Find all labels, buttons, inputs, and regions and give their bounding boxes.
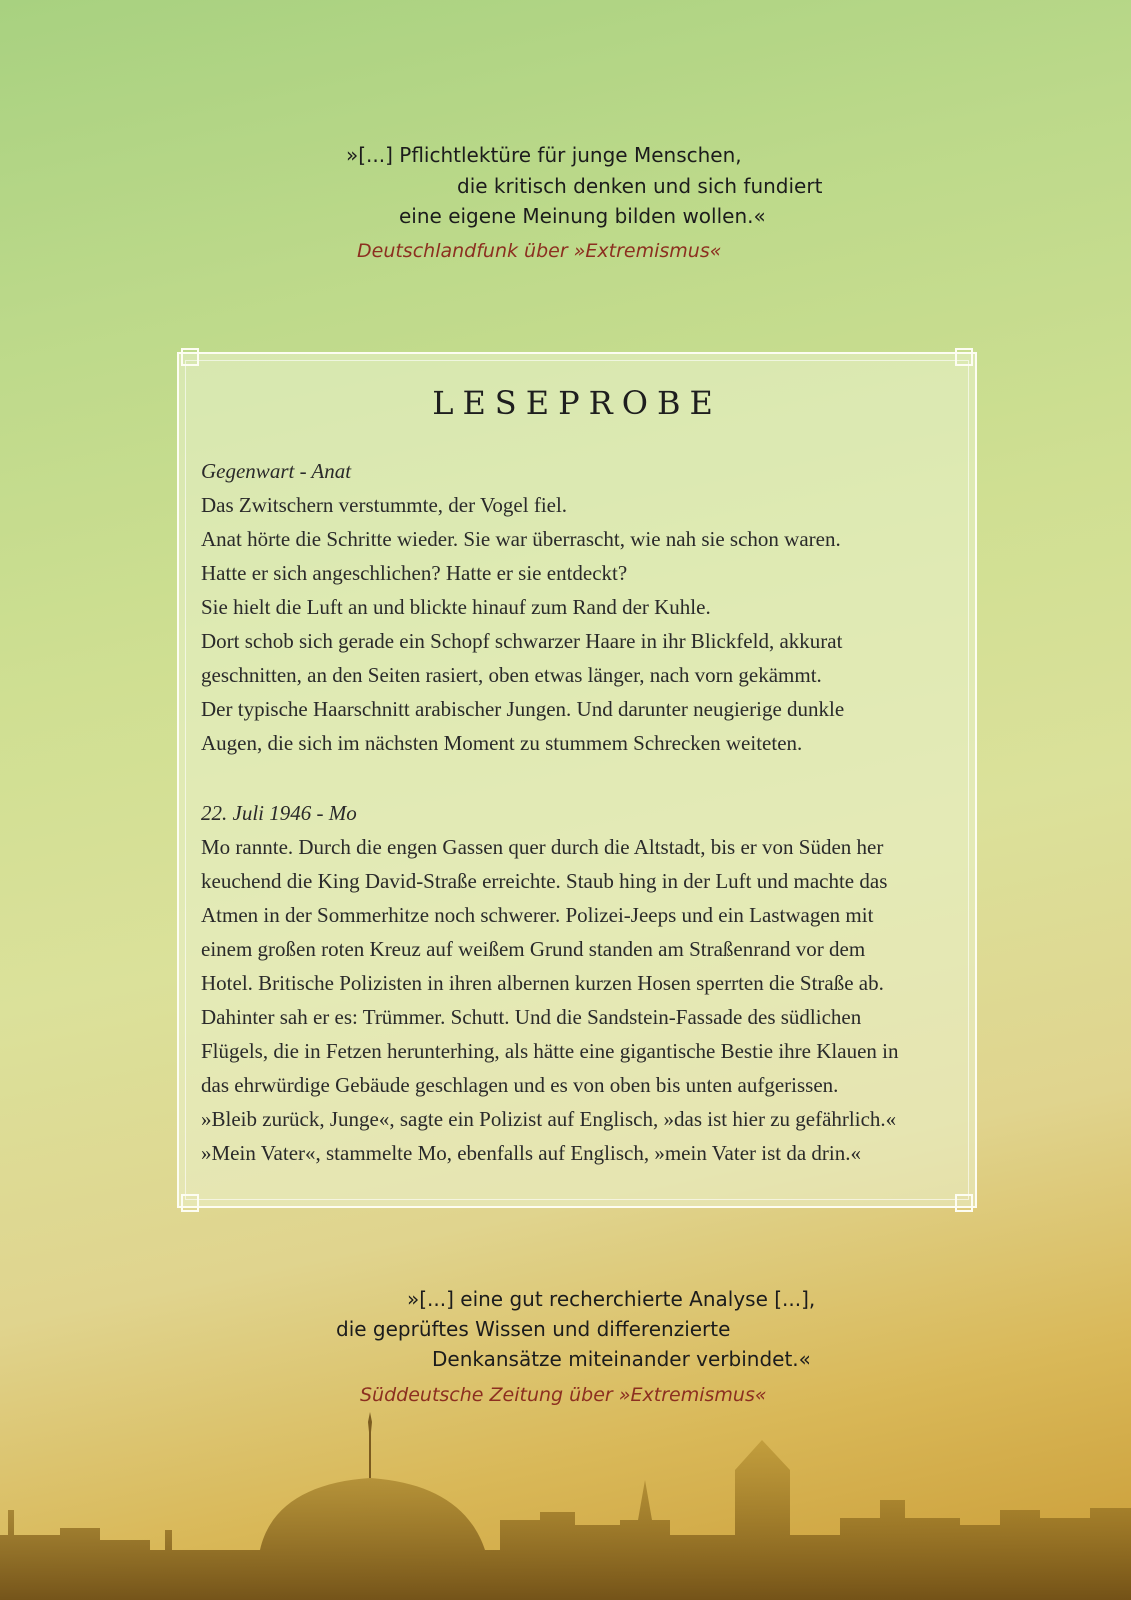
text-line: »Bleib zurück, Junge«, sagte ein Polizist auf Englisch, »das ist hier zu gefährlich.« (201, 1107, 897, 1131)
bottom-quote-source: Süddeutsche Zeitung über »Extremismus« (360, 1384, 767, 1406)
city-skyline-illustration (0, 1400, 1131, 1600)
text-line: Augen, die sich im nächsten Moment zu stummem Schrecken weiteten. (201, 731, 803, 755)
section-1-heading: Gegenwart - Anat (201, 459, 352, 483)
text-line: Mo rannte. Durch die engen Gassen quer durch die Altstadt, bis er von Süden her (201, 835, 884, 859)
skyline-buildings (0, 1440, 1131, 1600)
excerpt-section-2 (201, 796, 971, 1170)
text-line: Hotel. Britische Polizisten in ihren albernen kurzen Hosen sperrten die Straße ab. (201, 971, 884, 995)
text-line: Flügels, die in Fetzen herunterhing, als hätte eine gigantische Bestie ihre Klauen in (201, 1039, 899, 1063)
text-line: Das Zwitschern verstummte, der Vogel fiel. (201, 493, 568, 517)
frame-corner-ornament (181, 348, 199, 366)
text-line: einem großen roten Kreuz auf weißem Grund standen am Straßenrand vor dem (201, 937, 866, 961)
text-line: »Mein Vater«, stammelte Mo, ebenfalls auf Englisch, »mein Vater ist da drin.« (201, 1141, 861, 1165)
section-2-heading: 22. Juli 1946 - Mo (201, 801, 357, 825)
text-line: keuchend die King David-Straße erreichte. Staub hing in der Luft und machte das (201, 869, 888, 893)
bottom-quote-line-2: die geprüftes Wissen und differenzierte (336, 1317, 731, 1341)
top-quote-source: Deutschlandfunk über »Extremismus« (357, 240, 722, 262)
excerpt-title: LESEPROBE (432, 384, 722, 422)
frame-corner-ornament (955, 1194, 973, 1212)
bottom-quote-line-1: »[...] eine gut recherchierte Analyse [...], (407, 1287, 816, 1311)
top-quote-line-2: die kritisch denken und sich fundiert (457, 174, 823, 198)
text-line: Dahinter sah er es: Trümmer. Schutt. Und die Sandstein-Fassade des südlichen (201, 1005, 862, 1029)
top-quote-line-1: »[...] Pflichtlektüre für junge Menschen, (346, 143, 742, 167)
reading-sample-box (177, 352, 977, 1208)
top-quote-line-3: eine eigene Meinung bilden wollen.« (399, 204, 766, 228)
frame-corner-ornament (181, 1194, 199, 1212)
text-line: geschnitten, an den Seiten rasiert, oben etwas länger, nach vorn gekämmt. (201, 663, 822, 687)
dome-spire (368, 1412, 372, 1478)
text-line: Hatte er sich angeschlichen? Hatte er sie entdeckt? (201, 561, 628, 585)
text-line: Atmen in der Sommerhitze noch schwerer. Polizei-Jeeps und ein Lastwagen mit (201, 903, 874, 927)
text-line: Dort schob sich gerade ein Schopf schwarzer Haare in ihr Blickfeld, akkurat (201, 629, 843, 653)
text-line: Anat hörte die Schritte wieder. Sie war überrascht, wie nah sie schon waren. (201, 527, 841, 551)
text-line: das ehrwürdige Gebäude geschlagen und es von oben bis unten aufgerissen. (201, 1073, 839, 1097)
text-line: Der typische Haarschnitt arabischer Jungen. Und darunter neugierige dunkle (201, 697, 845, 721)
bottom-quote-line-3: Denkansätze miteinander verbindet.« (432, 1347, 811, 1371)
frame-corner-ornament (955, 348, 973, 366)
text-line: Sie hielt die Luft an und blickte hinauf zum Rand der Kuhle. (201, 595, 711, 619)
excerpt-section-1 (201, 454, 971, 760)
